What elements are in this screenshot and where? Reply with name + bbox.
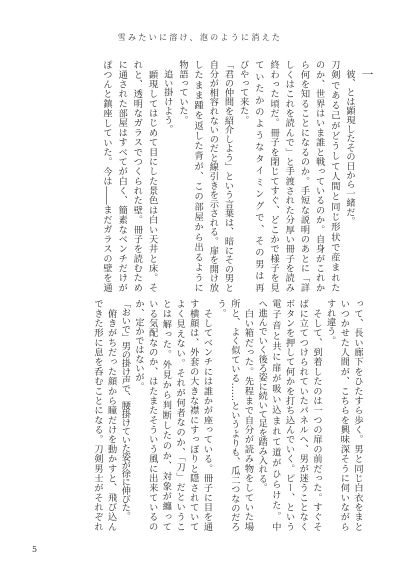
running-title: 雪みたいに溶け、泡のように消えた: [117, 33, 283, 42]
text-column: できた形に息を呑むことになる。刀剣男士がそれぞれ: [91, 299, 103, 531]
text-column: れと、透明なガラスでつくられた壁。冊子を読むため: [131, 60, 143, 292]
text-column: のか、世界はいま誰と戦っているのか。自身がこれか: [313, 60, 325, 292]
text-column: そして、到着したのは一つの扉の前だった。すぐそ: [310, 299, 322, 531]
text-column: 物語っていた。: [176, 60, 188, 125]
text-column: ボタンを押して何かを打ち込んでいく。ピー、という: [283, 299, 295, 531]
text-column: しくはこれを読んで」と手渡された分厚い冊子を読み: [283, 60, 295, 292]
text-column: って、長い廊下をひたすら歩く。男と同じ白衣をまと: [352, 299, 363, 531]
text-column: う。: [215, 299, 227, 318]
text-column: 彼、とは顕現したその日から一緒だ。: [344, 60, 355, 226]
text-column: に通された部屋はすべてが白く、簡素なベンチだけが: [116, 60, 128, 292]
text-column: 追い掛けよう。: [161, 60, 173, 134]
text-column: 「君の仲間を紹介しよう」という言葉は、暗にその男と: [222, 60, 234, 292]
text-column: へ進んでいく後ろ姿に続いて足を踏み入れる。: [256, 299, 268, 493]
text-column: ばに立てつけられていたパネルへ、男が迷うことなく: [297, 299, 309, 531]
text-column: 刀剣である己がどうして人間と同じ形状で産まれた: [328, 60, 340, 292]
text-column: よく見えない。それが何者なのか、「刀」だというこ: [174, 299, 186, 531]
text-column: 俯きがちだった顔から瞳だけを動かすと、飛び込ん: [105, 299, 117, 531]
text-column: 「おいで」男の掛け声で、腰掛けていた姿が徐に伸びた。: [119, 299, 131, 520]
page-number: 5: [32, 545, 38, 554]
text-column: 自分が相容れないのだと線引きを示される。扉を開け放: [207, 60, 219, 292]
text-column: いる気配なのか、はたまたそういう風に出来ているの: [146, 299, 158, 531]
text-column: 電子音と共に扉が吸い込まれて道がひらけた。中: [269, 299, 281, 531]
text-column: ていたかのようなタイミングで、その男は再: [252, 60, 264, 292]
text-column: す横顔は、外套の大きな襟にすっぽりと隠されていて: [187, 299, 199, 531]
text-column: いつかせた人間が、こちらを興味深そうに伺いながら: [338, 299, 350, 531]
text-column: びやって来た。: [237, 60, 249, 125]
lower-text-block: [90, 299, 364, 531]
text-column: すれ違う。: [324, 299, 336, 345]
text-column: ぽつんと鎮座していた。今は――まだガラスの壁を通: [101, 60, 112, 292]
chapter-heading: 一: [360, 68, 374, 80]
text-column: とは解った。外見から判断したのか、対象が纏って: [160, 299, 172, 531]
text-column: 白い箱だった。先程まで自分が読み物をしていた場: [242, 299, 254, 531]
text-column: そしてベンチには誰かが座っている。冊子に目を通: [201, 299, 213, 531]
upper-text-block: [99, 60, 357, 292]
text-column: 所と、よく似ている……というよりも、瓜二つなのだろ: [228, 299, 240, 531]
text-column: 終わった頃だ。冊子を閉じてすぐ、どこかで様子を見: [268, 60, 280, 292]
text-column: 顕現してはじめて目にした景色は白い天井と床。そ: [146, 60, 158, 292]
text-column: か、定かではないが。: [133, 299, 144, 391]
text-column: したまま踵を返した背が、この部屋から出るように: [192, 60, 204, 292]
text-column: ら何を知ることになるのか。手短な説明のあとに「詳: [298, 60, 310, 292]
